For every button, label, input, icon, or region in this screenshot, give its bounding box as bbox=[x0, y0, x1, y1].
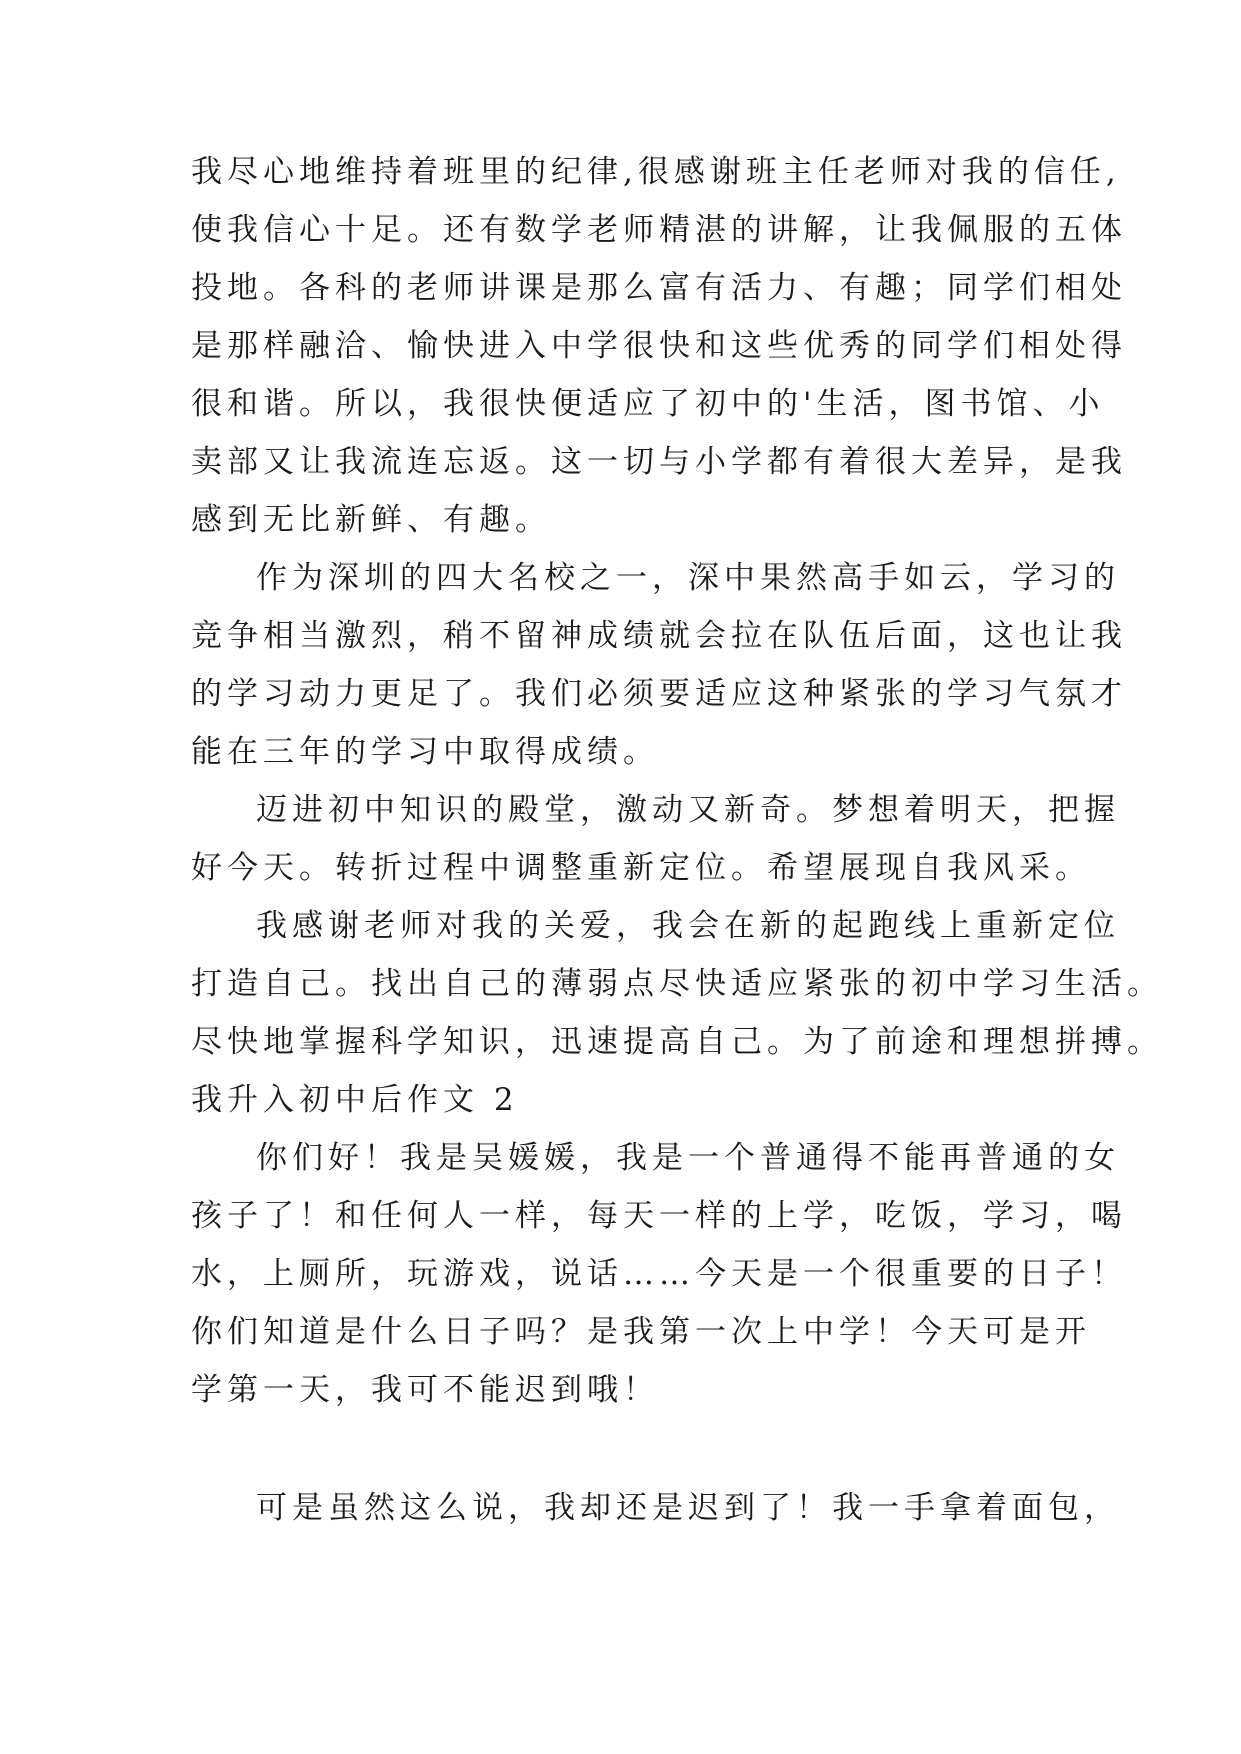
text-line-4: 是那样融洽、愉快进入中学很快和这些优秀的同学们相处得 bbox=[191, 328, 1127, 364]
text-line-20: 水，上厕所，玩游戏，说话……今天是一个很重要的日子！ bbox=[191, 1256, 1127, 1292]
essay-heading: 我升入初中后作文 2 bbox=[191, 1082, 519, 1118]
text-line-16: 尽快地掌握科学知识，迅速提高自己。为了前途和理想拼搏。 bbox=[191, 1024, 1163, 1060]
text-line-18: 你们好！我是吴媛媛，我是一个普通得不能再普通的女 bbox=[256, 1140, 1120, 1176]
text-line-5: 很和谐。所以，我很快便适应了初中的'生活，图书馆、小 bbox=[191, 386, 1105, 422]
text-line-19: 孩子了！和任何人一样，每天一样的上学，吃饭，学习，喝 bbox=[191, 1198, 1127, 1234]
text-line-8: 作为深圳的四大名校之一，深中果然高手如云，学习的 bbox=[256, 560, 1120, 596]
text-line-12: 迈进初中知识的殿堂，激动又新奇。梦想着明天，把握 bbox=[256, 792, 1120, 828]
text-line-23: 可是虽然这么说，我却还是迟到了！我一手拿着面包， bbox=[256, 1490, 1120, 1526]
text-line-9: 竞争相当激烈，稍不留神成绩就会拉在队伍后面，这也让我 bbox=[191, 618, 1127, 654]
text-line-15: 打造自己。找出自己的薄弱点尽快适应紧张的初中学习生活。 bbox=[191, 966, 1163, 1002]
text-line-11: 能在三年的学习中取得成绩。 bbox=[191, 734, 659, 770]
text-line-21: 你们知道是什么日子吗？是我第一次上中学！今天可是开 bbox=[191, 1314, 1091, 1350]
text-line-7: 感到无比新鲜、有趣。 bbox=[191, 502, 551, 538]
text-line-22: 学第一天，我可不能迟到哦！ bbox=[191, 1372, 659, 1408]
text-line-2: 使我信心十足。还有数学老师精湛的讲解，让我佩服的五体 bbox=[191, 212, 1127, 248]
text-line-1: 我尽心地维持着班里的纪律,很感谢班主任老师对我的信任, bbox=[191, 154, 1121, 190]
text-line-10: 的学习动力更足了。我们必须要适应这种紧张的学习气氛才 bbox=[191, 676, 1127, 712]
text-line-3: 投地。各科的老师讲课是那么富有活力、有趣；同学们相处 bbox=[191, 270, 1127, 306]
text-line-13: 好今天。转折过程中调整重新定位。希望展现自我风采。 bbox=[191, 850, 1091, 886]
text-line-14: 我感谢老师对我的关爱，我会在新的起跑线上重新定位 bbox=[256, 908, 1120, 944]
text-line-6: 卖部又让我流连忘返。这一切与小学都有着很大差异，是我 bbox=[191, 444, 1127, 480]
